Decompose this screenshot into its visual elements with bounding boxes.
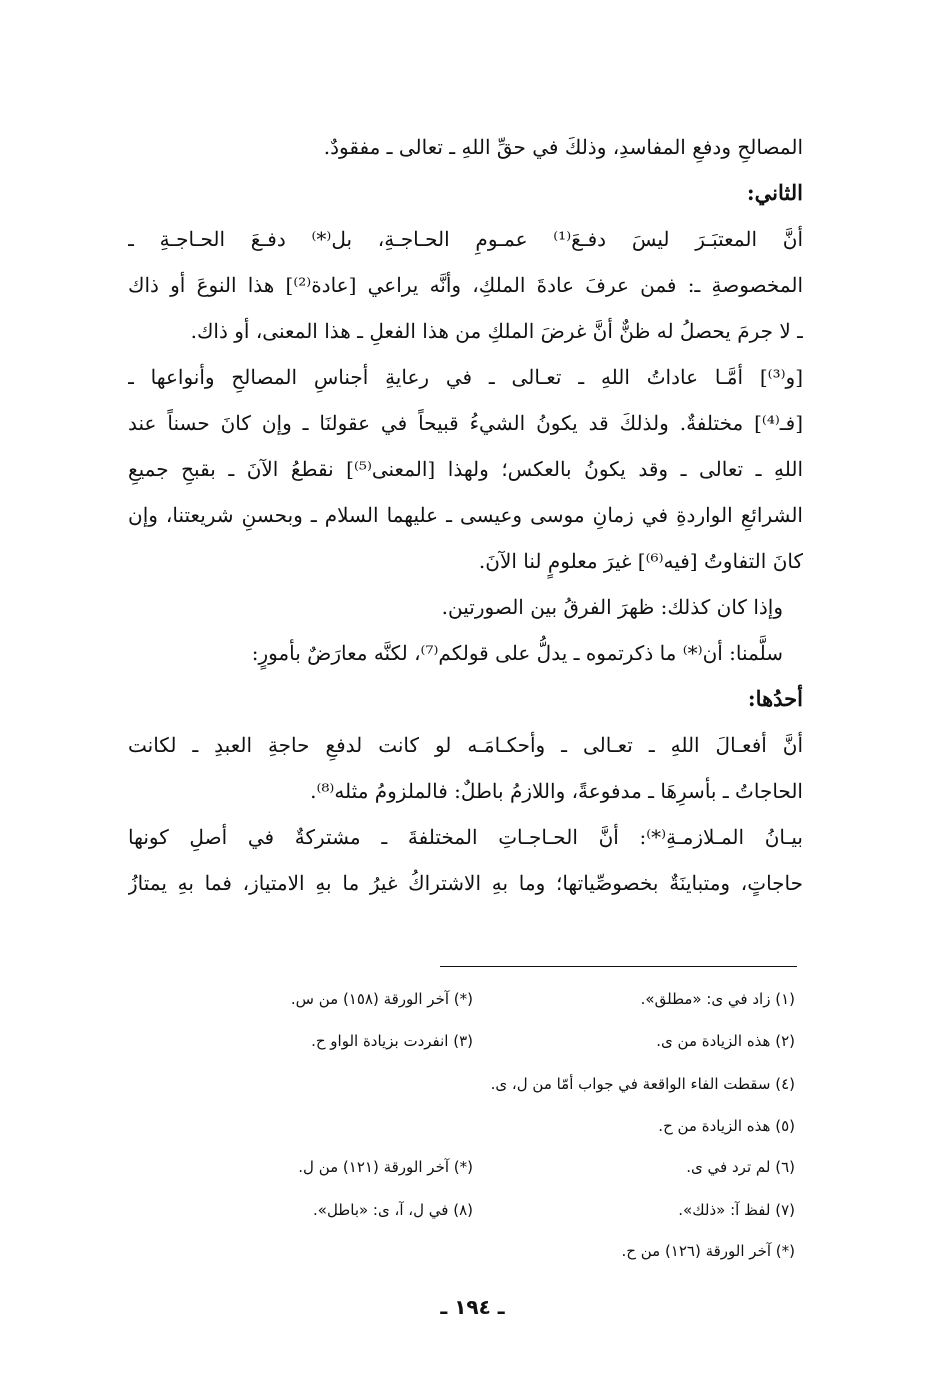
footnote: (*) آخر الورقة (١٢١) من ل.: [298, 1158, 473, 1176]
text-line: الشرائعِ الواردةِ في زمانِ موسى وعيسى ـ عليهما السلام ـ وبحسنِ شريعتنا، وإن: [128, 503, 803, 527]
page-number: ـ ١٩٤ ـ: [440, 1295, 505, 1319]
footnote: (٧) لفظ آ: «ذلك».: [678, 1201, 795, 1219]
footnote: (٨) في ل، آ، ى: «باطل».: [313, 1201, 473, 1219]
main-text: [128, 124, 803, 906]
section-heading: الثاني:: [746, 180, 803, 205]
footnote: (١) زاد في ى: «مطلق».: [640, 990, 795, 1008]
text-line: المصالحِ ودفعِ المفاسدِ، وذلكَ في حقِّ اللهِ ـ تعالى ـ مفقودٌ.: [323, 135, 803, 159]
footnote: (٥) هذه الزيادة من ح.: [658, 1117, 795, 1135]
footnote: (٤) سقطت الفاء الواقعة في جواب أمّا من ل، ى.: [490, 1075, 795, 1093]
text-line: كانَ التفاوتُ [فيه⁽⁶⁾] غيرَ معلومٍ لنا الآنَ.: [478, 549, 803, 573]
text-line: الحاجاتُ ـ بأسرِهَا ـ مدفوعةً، واللازمُ باطلٌ: فالملزومُ مثله⁽⁸⁾.: [310, 779, 803, 803]
text-line: [و⁽³⁾] أمَّـا عاداتُ اللهِ ـ تعـالى ـ في رعايةِ أجناسِ المصالحِ وأنواعها ـ: [128, 365, 803, 389]
text-line: سلَّمنا: أن⁽*⁾ ما ذكرتموه ـ يدلُّ على قولكم⁽⁷⁾، لكنَّه معارَضٌ بأمورٍ:: [251, 641, 783, 665]
text-line: أنَّ المعتبَـرَ ليسَ دفـعَ⁽¹⁾ عمـومِ الحـاجـةِ، بل⁽*⁾ دفـعَ الحـاجـةِ ـ: [128, 227, 803, 251]
text-line: ـ لا جرمَ يحصلُ له ظنٌّ أنَّ غرضَ الملكِ من هذا الفعلِ ـ هذا المعنى، أو ذاك.: [190, 319, 803, 343]
text-line: اللهِ ـ تعالى ـ وقد يكونُ بالعكس؛ ولهذا [المعنى⁽⁵⁾] نقطعُ الآنَ ـ بقبحِ جميعِ: [128, 457, 803, 481]
text-line: [فـ⁽⁴⁾] مختلفةٌ. ولذلكَ قد يكونُ الشيءُ قبيحاً في عقولنَا ـ وإن كانَ حسناً عند: [128, 411, 803, 435]
text-line: بيـانُ المـلازمـةِ⁽*⁾: أنَّ الحـاجـاتِ المختلفةَ ـ مشتركةٌ في أصلِ كونها: [128, 825, 803, 849]
text-line: المخصوصةِ ـ: فمن عرفَ عادةَ الملكِ، وأنَّه يراعي [عادة⁽²⁾] هذا النوعَ أو ذاك: [128, 273, 803, 297]
text-line: أنَّ أفعـالَ اللهِ ـ تعـالى ـ وأحكـامَـه لو كانت لدفعِ حاجةِ العبدِ ـ لكانت: [128, 733, 803, 757]
text-line: وإذا كان كذلك: ظهرَ الفرقُ بين الصورتين.: [441, 595, 783, 619]
footnote: (٦) لم ترد في ى.: [686, 1158, 795, 1176]
footnote: (*) آخر الورقة (١٢٦) من ح.: [621, 1242, 795, 1260]
section-heading: أحدُها:: [747, 686, 803, 711]
footnote: (٢) هذه الزيادة من ى.: [656, 1032, 795, 1050]
footnote: (*) آخر الورقة (١٥٨) من س.: [290, 990, 473, 1008]
footnote-separator: [440, 966, 797, 967]
text-line: حاجاتٍ، ومتباينَةٌ بخصوصِّياتها؛ وما بهِ الاشتراكُ غيرُ ما بهِ الامتياز، فما بهِ يمتازُ: [128, 871, 803, 895]
footnote: (٣) انفردت بزيادة الواو ح.: [311, 1032, 473, 1050]
